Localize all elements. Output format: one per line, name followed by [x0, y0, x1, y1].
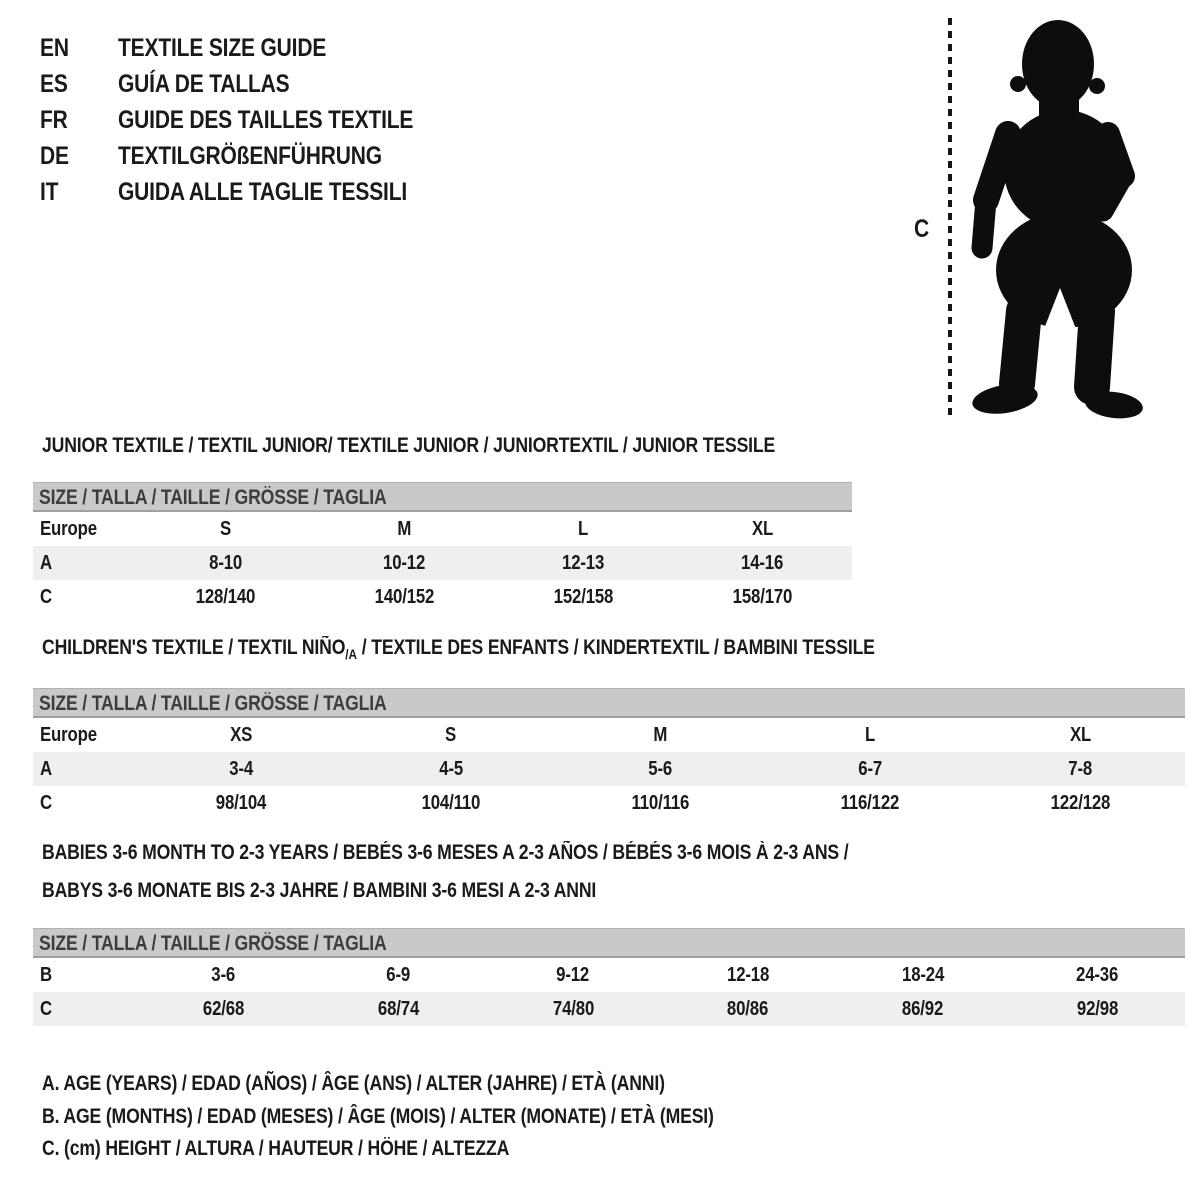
size-cell	[315, 518, 494, 541]
cell-value: L	[865, 723, 876, 746]
size-cell	[975, 758, 1185, 781]
size-cell	[673, 552, 852, 575]
language-code: FR	[40, 105, 68, 134]
size-cell	[673, 518, 852, 541]
cell-value: 7-8	[1068, 757, 1092, 780]
cell-value: S	[445, 723, 457, 746]
size-cell	[1010, 964, 1185, 987]
cell-value: XL	[1069, 723, 1091, 746]
table-row	[33, 580, 852, 614]
size-header-label: SIZE / TALLA / TAILLE / GRÖSSE / TAGLIA	[39, 486, 387, 509]
table-row	[33, 958, 1185, 992]
cell-value: XL	[751, 517, 774, 540]
cell-value: 18-24	[901, 963, 944, 986]
size-cell	[975, 792, 1185, 815]
size-header-band	[33, 688, 1185, 718]
size-cell	[556, 792, 766, 815]
cell-value: M	[653, 723, 668, 746]
cell-value: 98/104	[215, 791, 267, 814]
size-header-label: SIZE / TALLA / TAILLE / GRÖSSE / TAGLIA	[39, 692, 387, 715]
babies-size-table	[33, 928, 1185, 1026]
section-title-children	[42, 636, 875, 666]
cell-value: 12-13	[562, 551, 605, 574]
note-c-height-cm: C. (cm) HEIGHT / ALTURA / HAUTEUR / HÖHE / ALTEZZA	[42, 1137, 510, 1160]
cell-value: M	[397, 517, 412, 540]
size-header-label: SIZE / TALLA / TAILLE / GRÖSSE / TAGLIA	[39, 932, 387, 955]
cell-value: 158/170	[732, 585, 793, 608]
title-text: CHILDREN'S TEXTILE / TEXTIL NIÑO	[42, 636, 346, 659]
cell-value: 128/140	[195, 585, 256, 608]
measure-label-c: C	[914, 215, 930, 243]
size-cell	[346, 792, 556, 815]
language-title: TEXTILE SIZE GUIDE	[118, 33, 327, 62]
language-row	[40, 138, 470, 174]
cell-value: 68/74	[377, 997, 419, 1020]
cell-value: 12-18	[726, 963, 769, 986]
cell-value: 104/110	[421, 791, 481, 814]
row-label: Europe	[40, 723, 97, 746]
row-label: A	[40, 551, 52, 574]
language-row	[40, 174, 470, 210]
language-title-list	[40, 30, 470, 210]
size-cell	[136, 518, 315, 541]
size-cell	[346, 724, 556, 747]
size-cell	[136, 724, 346, 747]
size-cell	[494, 586, 673, 609]
section-title-junior: JUNIOR TEXTILE / TEXTIL JUNIOR/ TEXTILE JUNIOR / JUNIORTEXTIL / JUNIOR TESSILE	[42, 434, 776, 457]
cell-value: 5-6	[648, 757, 673, 780]
size-cell	[486, 964, 661, 987]
note-b-age-months: B. AGE (MONTHS) / EDAD (MESES) / ÂGE (MOIS) / ALTER (MONATE) / ETÀ (MESI)	[42, 1105, 714, 1128]
size-cell	[315, 586, 494, 609]
size-cell	[346, 758, 556, 781]
size-cell	[975, 724, 1185, 747]
size-cell	[311, 964, 486, 987]
size-cell	[136, 586, 315, 609]
size-cell	[494, 552, 673, 575]
cell-value: XS	[229, 723, 252, 746]
cell-value: 62/68	[202, 997, 245, 1020]
language-row	[40, 66, 470, 102]
cell-value: 140/152	[374, 585, 435, 608]
table-row	[33, 718, 1185, 752]
cell-value: 3-4	[228, 757, 253, 780]
language-code: IT	[40, 177, 59, 206]
cell-value: 80/86	[727, 997, 769, 1020]
language-title: GUIDE DES TAILLES TEXTILE	[118, 105, 414, 134]
cell-value: 14-16	[741, 551, 784, 574]
size-cell	[765, 792, 975, 815]
toddler-silhouette-icon	[960, 18, 1144, 420]
cell-value: 116/122	[840, 791, 900, 814]
size-cell	[494, 518, 673, 541]
cell-value: 6-9	[386, 963, 411, 986]
size-cell	[835, 998, 1010, 1021]
cell-value: 152/158	[553, 585, 614, 608]
size-header-band	[33, 928, 1185, 958]
language-row	[40, 102, 470, 138]
cell-value: 110/116	[631, 791, 690, 814]
language-title: TEXTILGRÖßENFÜHRUNG	[118, 141, 382, 170]
size-cell	[556, 724, 766, 747]
row-label: B	[40, 963, 52, 986]
size-cell	[660, 998, 835, 1021]
table-row	[33, 786, 1185, 820]
language-code: ES	[40, 69, 68, 98]
cell-value: 4-5	[438, 757, 463, 780]
language-title: GUÍA DE TALLAS	[118, 69, 290, 98]
cell-value: 3-6	[211, 963, 236, 986]
height-measure-dashed-line	[948, 18, 952, 415]
row-label: Europe	[40, 517, 97, 540]
size-cell	[136, 998, 311, 1021]
cell-value: 122/128	[1050, 791, 1110, 814]
size-cell	[1010, 998, 1185, 1021]
size-cell	[660, 964, 835, 987]
language-code: EN	[40, 33, 69, 62]
table-row	[33, 752, 1185, 786]
children-size-table	[33, 688, 1185, 820]
title-subscript: /A	[345, 646, 358, 662]
size-cell	[136, 792, 346, 815]
note-a-age-years: A. AGE (YEARS) / EDAD (AÑOS) / ÂGE (ANS) / ALTER (JAHRE) / ETÀ (ANNI)	[42, 1072, 665, 1095]
cell-value: S	[219, 517, 232, 540]
size-cell	[765, 724, 975, 747]
row-label: C	[40, 791, 52, 814]
table-row	[33, 512, 852, 546]
cell-value: 74/80	[552, 997, 594, 1020]
section-title-babies-line1: BABIES 3-6 MONTH TO 2-3 YEARS / BEBÉS 3-6 MESES A 2-3 AÑOS / BÉBÉS 3-6 MOIS À 2-3 ANS /	[42, 841, 849, 864]
language-title: GUIDA ALLE TAGLIE TESSILI	[118, 177, 408, 206]
cell-value: 92/98	[1076, 997, 1119, 1020]
language-code: DE	[40, 141, 69, 170]
size-cell	[765, 758, 975, 781]
row-label: C	[40, 997, 52, 1020]
size-cell	[315, 552, 494, 575]
junior-size-table	[33, 482, 852, 614]
size-cell	[136, 552, 315, 575]
section-title-babies-line2: BABYS 3-6 MONATE BIS 2-3 JAHRE / BAMBINI 3-6 MESI A 2-3 ANNI	[42, 879, 597, 902]
cell-value: 8-10	[209, 551, 242, 574]
language-row	[40, 30, 470, 66]
size-cell	[136, 964, 311, 987]
size-cell	[835, 964, 1010, 987]
size-cell	[136, 758, 346, 781]
cell-value: L	[578, 517, 589, 540]
cell-value: 6-7	[858, 757, 883, 780]
cell-value: 10-12	[383, 551, 426, 574]
row-label: C	[40, 585, 52, 608]
cell-value: 24-36	[1076, 963, 1119, 986]
cell-value: 9-12	[556, 963, 590, 986]
size-cell	[486, 998, 661, 1021]
size-cell	[673, 586, 852, 609]
title-text: / TEXTILE DES ENFANTS / KINDERTEXTIL / BAMBINI TESSILE	[357, 636, 875, 659]
size-cell	[556, 758, 766, 781]
table-row	[33, 546, 852, 580]
size-cell	[311, 998, 486, 1021]
table-row	[33, 992, 1185, 1026]
size-header-band	[33, 482, 852, 512]
row-label: A	[40, 757, 52, 780]
cell-value: 86/92	[902, 997, 944, 1020]
